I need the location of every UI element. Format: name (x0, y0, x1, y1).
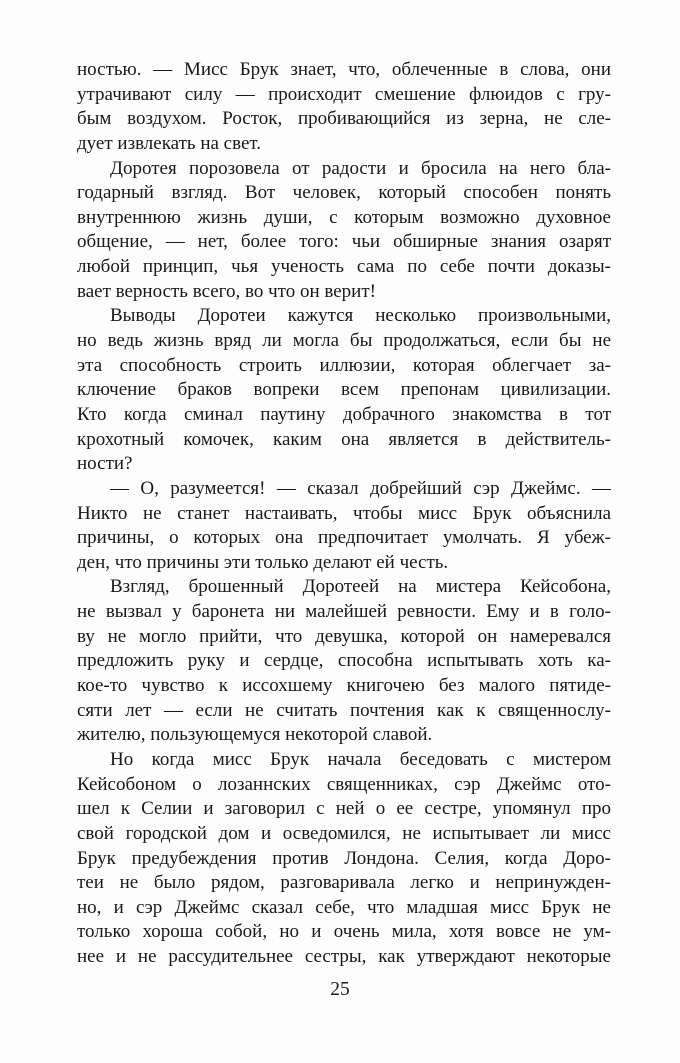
text-line: крохотный комочек, каким она является в действитель- (77, 428, 611, 450)
text-line: не вызвал у баронета ни малейшей ревности. Ему и в голо- (77, 601, 611, 623)
text-line: — О, разумеется! — сказал добрейший сэр Джеймс. — (110, 477, 611, 499)
text-line: Взгляд, брошенный Доротеей на мистера Кейсобона, (110, 576, 611, 598)
text-line: Но когда мисс Брук начала беседовать с мистером (110, 748, 611, 770)
text-line: общение, — нет, более того: чьи обширные знания озарят (77, 231, 611, 253)
text-line: Никто не станет настаивать, чтобы мисс Брук объяснила (77, 502, 611, 524)
page-text-block (77, 58, 611, 970)
text-line: нее и не рассудительнее сестры, как утверждают некоторые (77, 946, 611, 968)
text-line: причины, о которых она предпочитает умолчать. Я убеж- (77, 527, 611, 549)
text-line: жителю, пользующемуся некоторой славой. (77, 724, 433, 746)
text-line: утрачивают силу — происходит смешение флюидов с гру- (77, 83, 611, 105)
text-line: кое-то чувство к иссохшему книгочею без малого пятиде- (77, 675, 611, 697)
text-line: шел к Селии и заговорил с ней о ее сестре, упомянул про (77, 798, 611, 820)
page-number: 25 (330, 979, 350, 1000)
text-line: эта способность строить иллюзии, которая облегчает за- (77, 354, 611, 376)
text-line: свой городской дом и осведомился, не испытывает ли мисс (77, 822, 611, 844)
text-line: но ведь жизнь вряд ли могла бы продолжаться, если бы не (77, 330, 611, 352)
text-line: ву не могло прийти, что девушка, которой он намеревался (77, 625, 611, 647)
text-line: только хороша собой, но и очень мила, хотя вовсе не ум- (77, 921, 611, 943)
text-line: предложить руку и сердце, способна испытывать хоть ка- (77, 650, 611, 672)
text-line: Выводы Доротеи кажутся несколько произвольными, (110, 305, 611, 327)
text-line: ностью. — Мисс Брук знает, что, облеченные в слова, они (77, 59, 611, 80)
text-line: теи не было рядом, разговаривала легко и непринужден- (77, 872, 611, 894)
text-line: внутреннюю жизнь души, с которым возможно духовное (77, 206, 611, 228)
text-line: вает верность всего, во что он верит! (77, 280, 376, 302)
text-line: дует извлекать на свет. (77, 132, 262, 154)
text-line: любой принцип, чья ученость сама по себе почти доказы- (77, 256, 611, 278)
text-line: Кейсобоном о лозаннских священниках, сэр Джеймс ото- (77, 773, 611, 795)
text-line: ключение браков вопреки всем препонам цивилизации. (77, 379, 611, 401)
text-line: Доротея порозовела от радости и бросила на него бла- (110, 157, 611, 179)
text-line: Кто когда сминал паутину добрачного знакомства в тот (77, 403, 611, 425)
text-line: ности? (77, 453, 133, 475)
text-line: годарный взгляд. Вот человек, который способен понять (77, 182, 611, 204)
text-line: Брук предубеждения против Лондона. Селия, когда Доро- (77, 847, 611, 869)
text-line: сяти лет — если не считать почтения как к священнослу- (77, 699, 611, 721)
text-line: ден, что причины эти только делают ей честь. (77, 551, 449, 573)
text-line: но, и сэр Джеймс сказал себе, что младшая мисс Брук не (77, 896, 611, 918)
text-line: бым воздухом. Росток, пробивающийся из зерна, не сле- (77, 108, 611, 130)
